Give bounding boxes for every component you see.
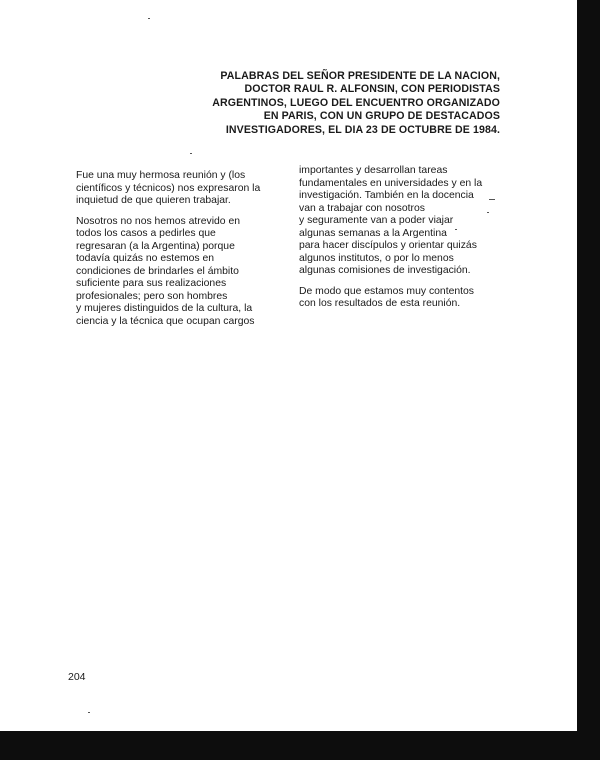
text-line: inquietud de que quieren trabajar. [76,195,231,206]
text-line: con los resultados de esta reunión. [299,298,461,309]
text-line: profesionales; pero son hombres [76,290,228,302]
text-line: regresaran (a la Argentina) porque [76,240,235,252]
text-line: algunas semanas a la Argentina [299,227,447,239]
left-column [76,170,291,336]
text-line: científicos y técnicos) nos expresaron la [76,182,261,194]
page-number: 204 [68,671,86,683]
text-line: algunos institutos, o por lo menos [299,252,454,264]
text-line: y seguramente van a poder viajar [299,215,454,226]
page-title [210,70,500,137]
right-column [299,165,499,319]
scan-speck [148,18,150,19]
paragraph [299,165,499,278]
paragraph [76,216,291,329]
title-line: DOCTOR RAUL R. ALFONSIN, CON PERIODISTAS [244,83,500,96]
scan-border-bottom [0,731,578,760]
scan-speck [487,212,489,213]
text-line: Fue una muy hermosa reunión y (los [76,170,246,181]
title-line: INVESTIGADORES, EL DIA 23 DE OCTUBRE DE 1984. [225,123,500,136]
scan-speck [489,199,495,200]
scan-speck [455,229,457,230]
text-line: algunas comisiones de investigación. [299,265,471,276]
text-line: todavía quizás no estemos en [76,253,215,264]
text-line: condiciones de brindarles el ámbito [76,265,239,277]
paragraph [299,286,499,311]
text-line: y mujeres distinguidos de la cultura, la [76,303,253,314]
title-line: EN PARIS, CON UN GRUPO DE DESTACADOS [263,110,500,123]
text-line: suficiente para sus realizaciones [76,278,227,289]
text-line: Nosotros no nos hemos atrevido en [76,215,241,227]
text-line: van a trabajar con nosotros [299,202,425,214]
scan-speck [190,153,192,154]
paragraph [76,170,291,208]
text-line: De modo que estamos muy contentos [299,285,475,297]
scan-border-right [577,0,600,760]
text-line: todos los casos a pedirles que [76,228,216,239]
title-line: ARGENTINOS, LUEGO DEL ENCUENTRO ORGANIZADO [212,96,500,109]
scan-speck [88,712,90,713]
text-line: investigación. También en la docencia [299,190,474,201]
text-line: importantes y desarrollan tareas [299,165,448,176]
title-line: PALABRAS DEL SEÑOR PRESIDENTE DE LA NACION, [220,70,500,82]
text-line: para hacer discípulos y orientar quizás [299,240,477,251]
text-line: ciencia y la técnica que ocupan cargos [76,315,255,327]
text-line: fundamentales en universidades y en la [299,177,483,189]
